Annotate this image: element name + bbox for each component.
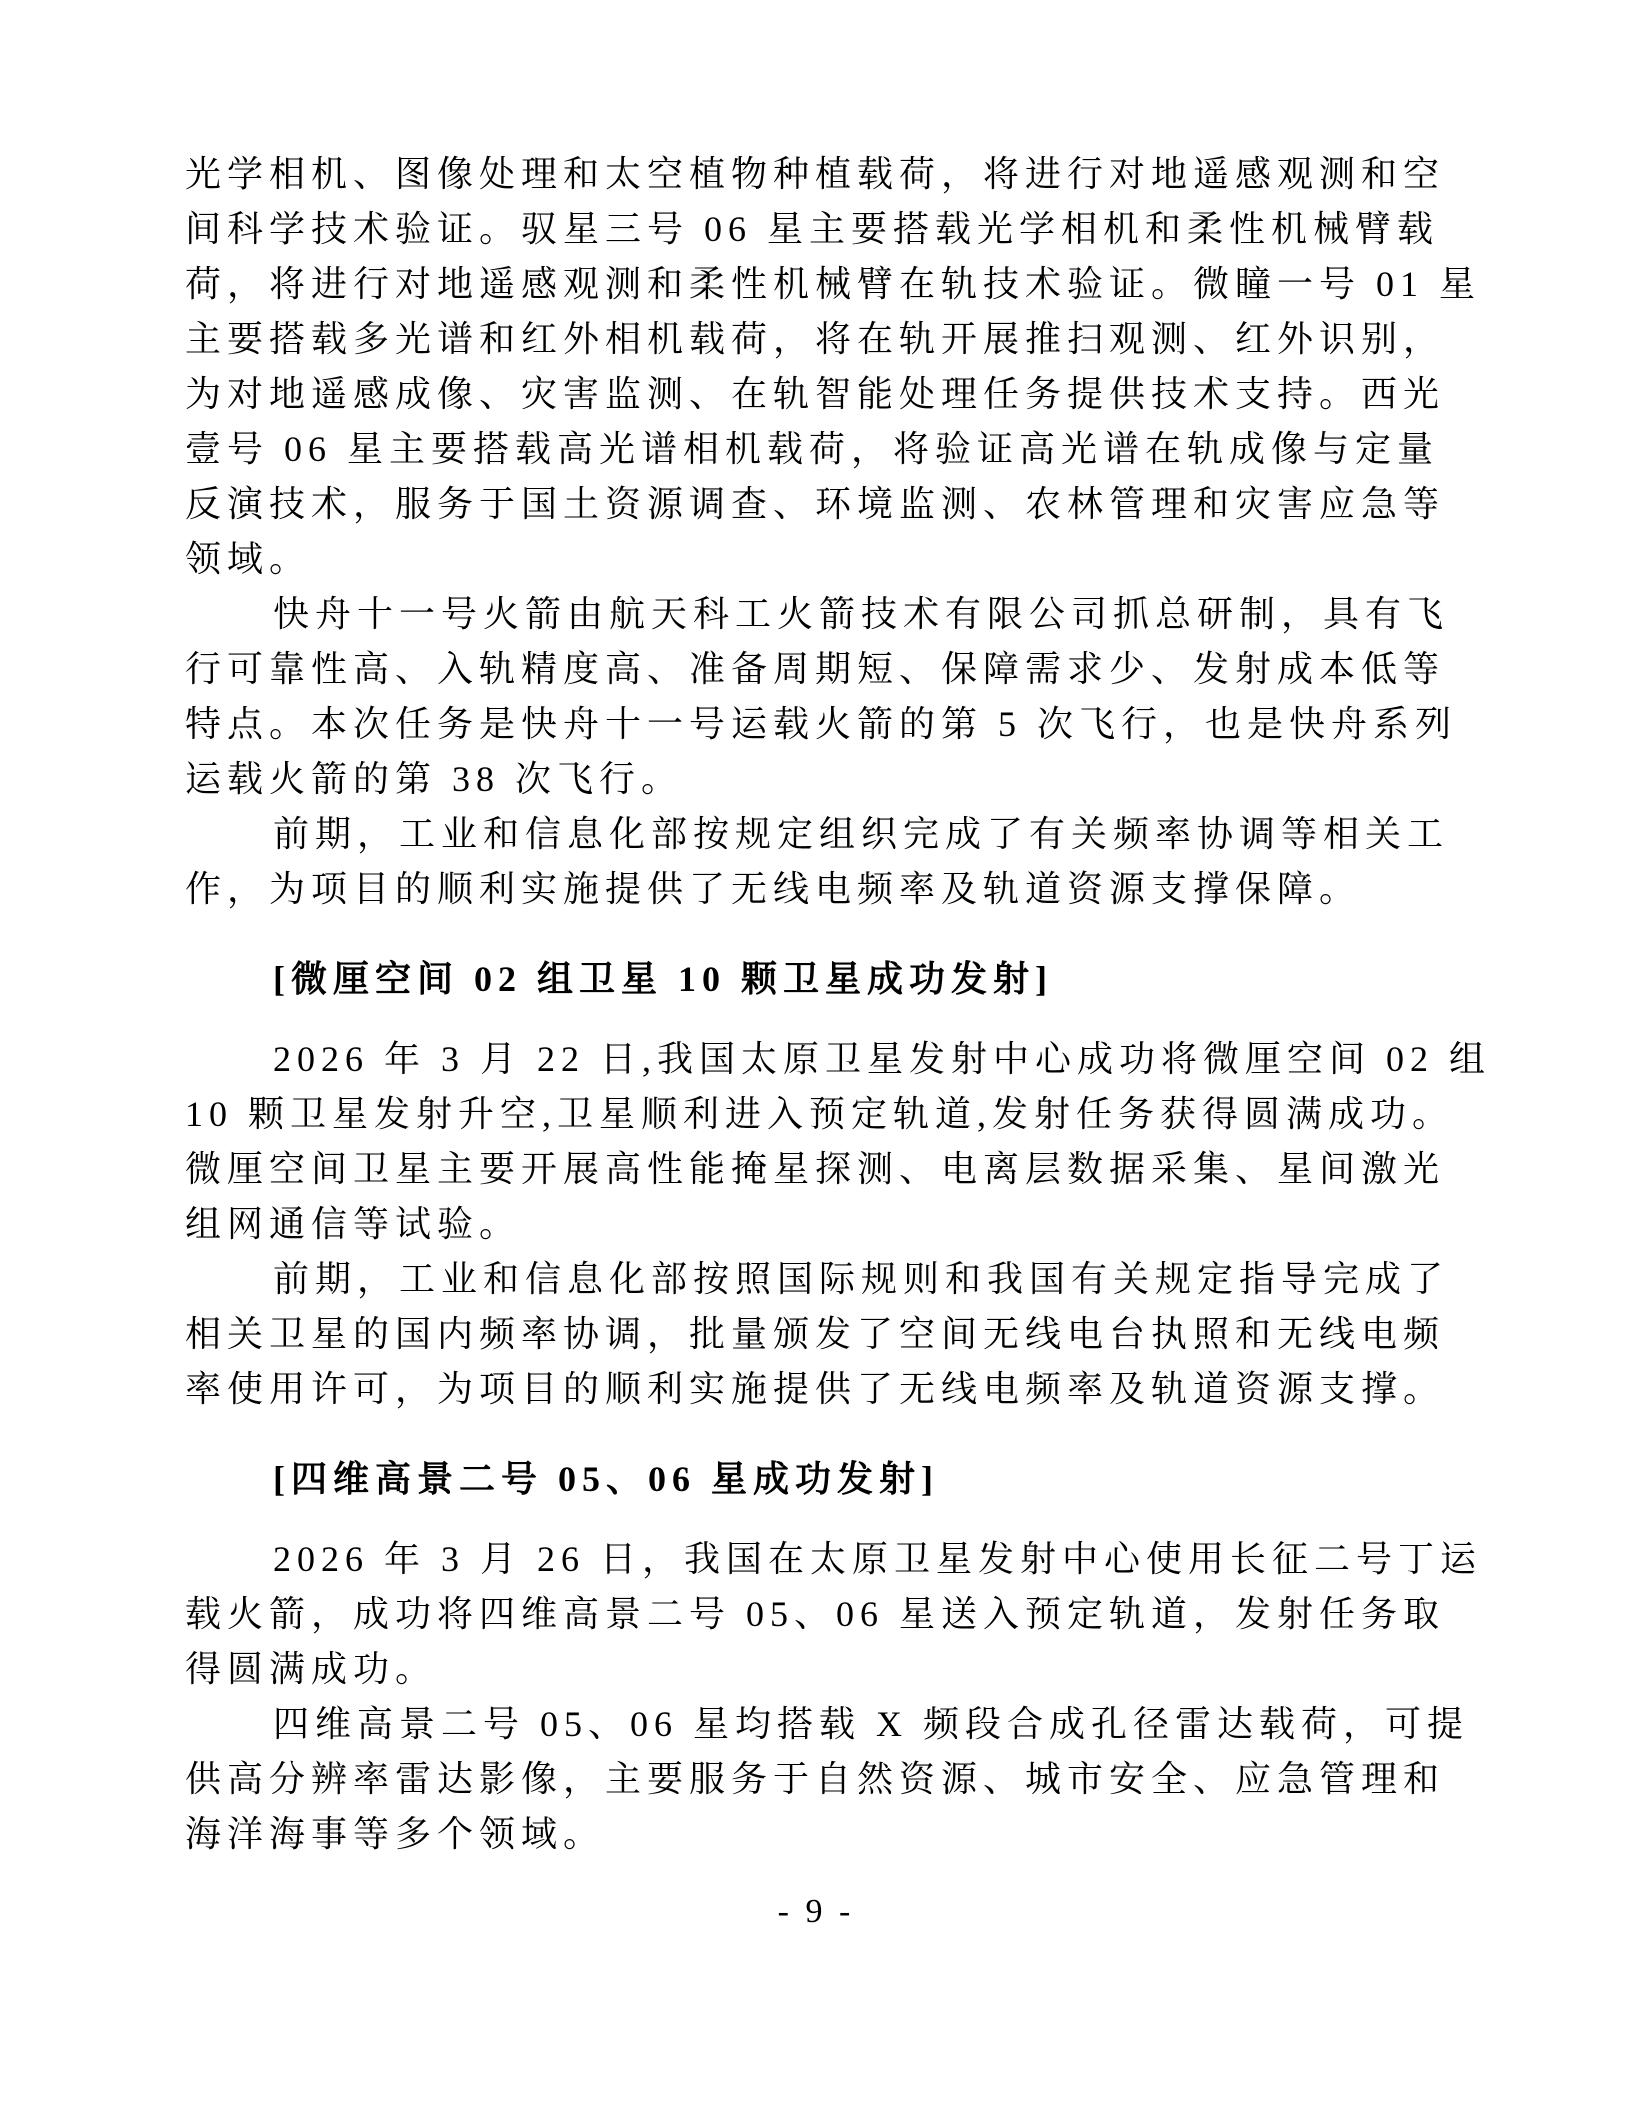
text-line: 间科学技术验证。驭星三号 06 星主要搭载光学相机和柔性机械臂载 bbox=[185, 209, 1440, 249]
text-line: 微厘空间卫星主要开展高性能掩星探测、电离层数据采集、星间激光 bbox=[185, 1149, 1446, 1189]
text-line: 光学相机、图像处理和太空植物种植载荷，将进行对地遥感观测和空 bbox=[185, 154, 1446, 194]
text-line: 得圆满成功。 bbox=[185, 1649, 438, 1689]
text-line: 率使用许可，为项目的顺利实施提供了无线电频率及轨道资源支撑。 bbox=[185, 1369, 1446, 1409]
page-number: - 9 - bbox=[777, 1893, 855, 1930]
text-line: 组网通信等试验。 bbox=[185, 1204, 522, 1244]
paragraph-first-line: 四维高景二号 05、06 星均搭载 X 频段合成孔径雷达载荷，可提 bbox=[273, 1704, 1469, 1744]
text-line: 壹号 06 星主要搭载高光谱相机载荷，将验证高光谱在轨成像与定量 bbox=[185, 429, 1440, 469]
text-line: 荷，将进行对地遥感观测和柔性机械臂在轨技术验证。微瞳一号 01 星 bbox=[185, 264, 1482, 304]
text-line: 为对地遥感成像、灾害监测、在轨智能处理任务提供技术支持。西光 bbox=[185, 374, 1446, 414]
section-heading-weili-space: [微厘空间 02 组卫星 10 颗卫星成功发射] bbox=[273, 959, 1053, 999]
paragraph-first-line: 前期，工业和信息化部按照国际规则和我国有关规定指导完成了 bbox=[273, 1259, 1450, 1299]
text-line: 作，为项目的顺利实施提供了无线电频率及轨道资源支撑保障。 bbox=[185, 869, 1362, 909]
text-line: 行可靠性高、入轨精度高、准备周期短、保障需求少、发射成本低等 bbox=[185, 649, 1446, 689]
text-line: 领域。 bbox=[185, 539, 312, 579]
text-line: 运载火箭的第 38 次飞行。 bbox=[185, 759, 684, 799]
text-line: 反演技术，服务于国土资源调查、环境监测、农林管理和灾害应急等 bbox=[185, 484, 1446, 524]
paragraph-first-line: 2026 年 3 月 22 日,我国太原卫星发射中心成功将微厘空间 02 组 bbox=[273, 1039, 1492, 1079]
text-line: 主要搭载多光谱和红外相机载荷，将在轨开展推扫观测、红外识别， bbox=[185, 319, 1446, 359]
text-line: 10 颗卫星发射升空,卫星顺利进入预定轨道,发射任务获得圆满成功。 bbox=[185, 1094, 1455, 1134]
text-line: 海洋海事等多个领域。 bbox=[185, 1814, 606, 1854]
paragraph-first-line: 2026 年 3 月 26 日，我国在太原卫星发射中心使用长征二号丁运 bbox=[273, 1539, 1483, 1579]
text-line: 载火箭，成功将四维高景二号 05、06 星送入预定轨道，发射任务取 bbox=[185, 1594, 1446, 1634]
text-line: 特点。本次任务是快舟十一号运载火箭的第 5 次飞行，也是快舟系列 bbox=[185, 704, 1458, 744]
section-heading-siwei-gaojing: [四维高景二号 05、06 星成功发射] bbox=[273, 1459, 939, 1499]
text-line: 供高分辨率雷达影像，主要服务于自然资源、城市安全、应急管理和 bbox=[185, 1759, 1446, 1799]
paragraph-first-line: 快舟十一号火箭由航天科工火箭技术有限公司抓总研制，具有飞 bbox=[273, 594, 1450, 634]
text-line: 相关卫星的国内频率协调，批量颁发了空间无线电台执照和无线电频 bbox=[185, 1314, 1446, 1354]
document-body bbox=[185, 147, 1492, 1862]
paragraph-first-line: 前期，工业和信息化部按规定组织完成了有关频率协调等相关工 bbox=[273, 814, 1450, 854]
